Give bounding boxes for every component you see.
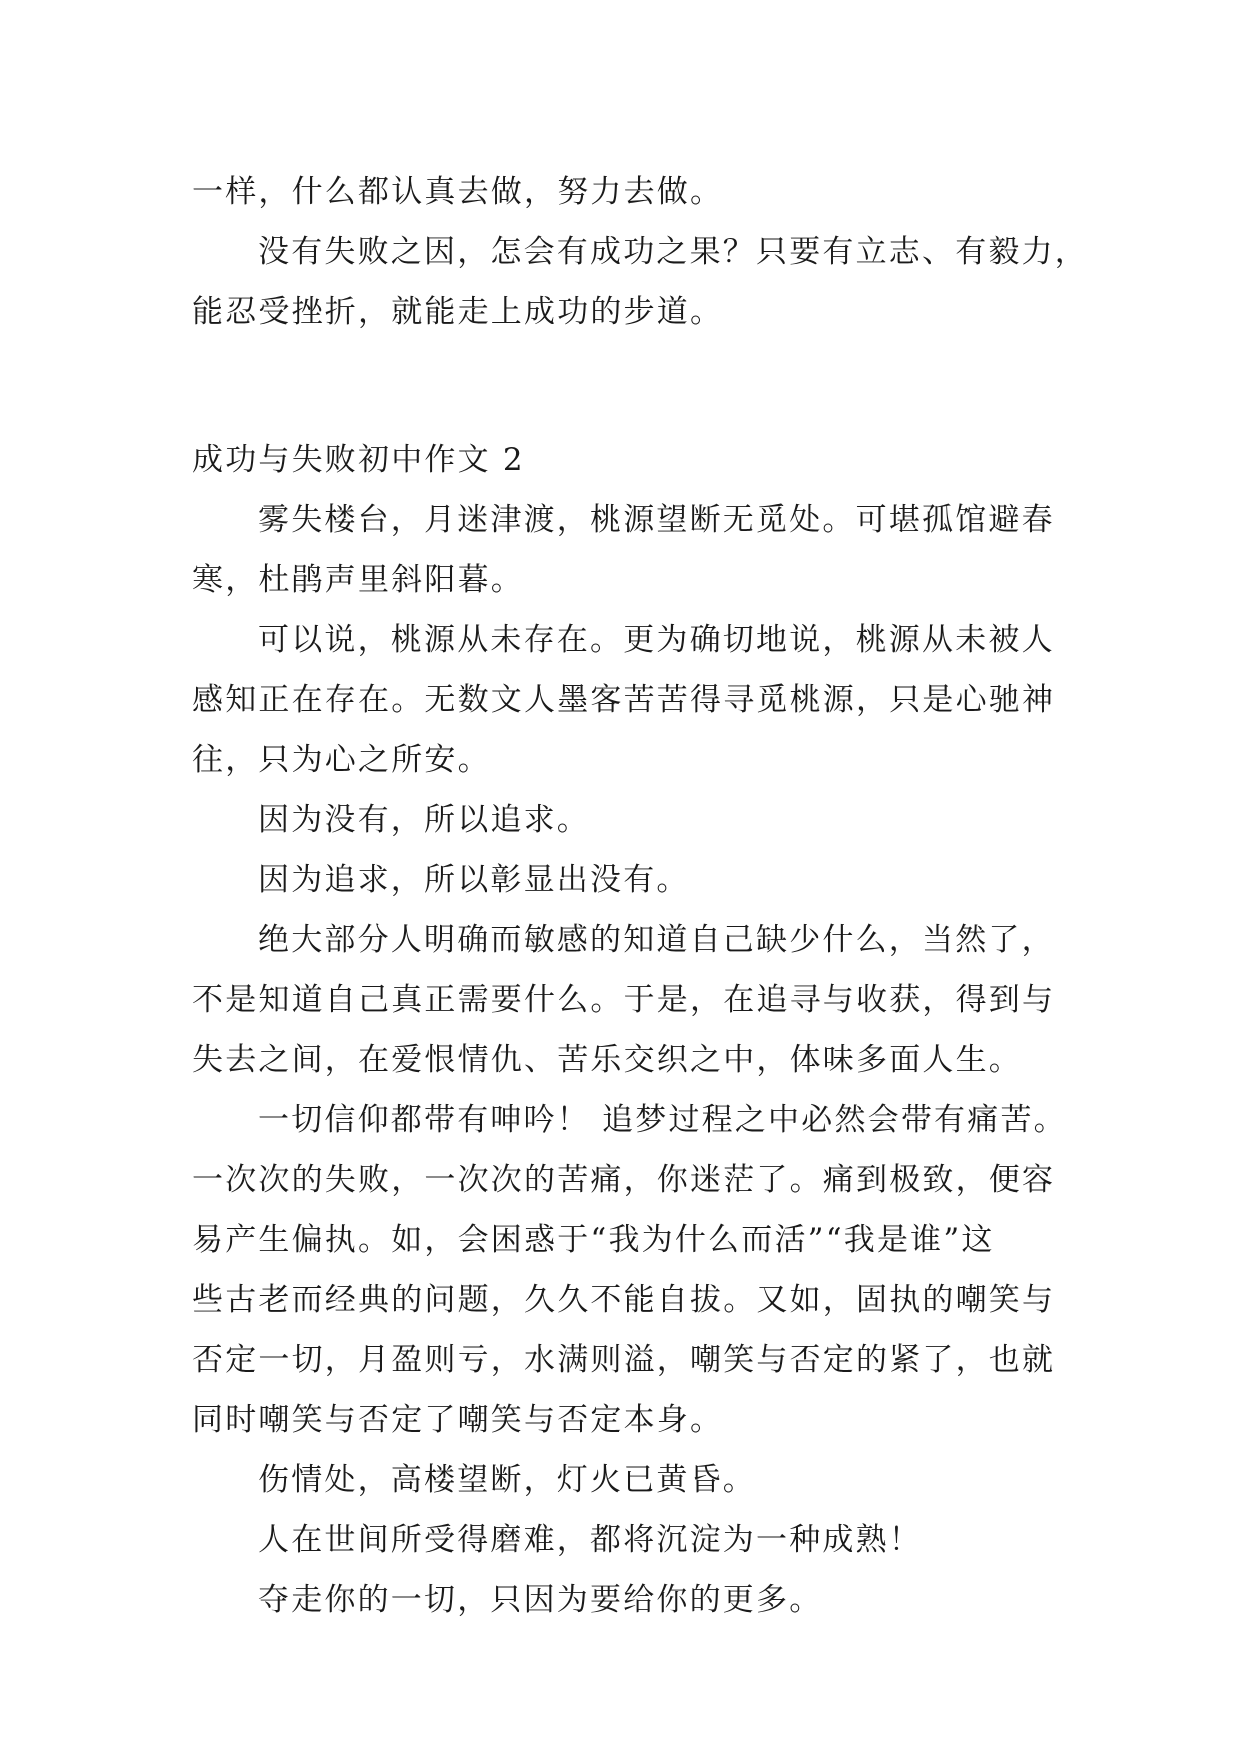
paragraph-line: 没有失败之因，怎会有成功之果？只要有立志、有毅力，: [258, 234, 1088, 270]
paragraph: [192, 850, 1060, 910]
paragraph-line: 易产生偏执。如，会困惑于“我为什么而活”“我是谁”这: [192, 1222, 995, 1258]
paragraph: [192, 610, 1060, 790]
paragraph-line: 寒，杜鹃声里斜阳暮。: [192, 562, 524, 598]
paragraph-line: 不是知道自己真正需要什么。于是，在追寻与收获，得到与: [192, 982, 1056, 1018]
paragraph-line: 感知正在存在。无数文人墨客苦苦得寻觅桃源，只是心驰神: [192, 682, 1056, 718]
paragraph: [192, 1570, 1060, 1630]
section-spacer: [192, 342, 1060, 430]
paragraph-line: 夺走你的一切，只因为要给你的更多。: [258, 1582, 823, 1618]
paragraph: [192, 1450, 1060, 1510]
paragraph: [192, 1510, 1060, 1570]
section-title: 成功与失败初中作文 2: [192, 442, 525, 478]
paragraph-line: 伤情处，高楼望断，灯火已黄昏。: [258, 1462, 756, 1498]
paragraph-line: 失去之间，在爱恨情仇、苦乐交织之中，体味多面人生。: [192, 1042, 1022, 1078]
continuation-line: 一样，什么都认真去做，努力去做。: [192, 174, 724, 210]
paragraph-line: 些古老而经典的问题，久久不能自拔。又如，固执的嘲笑与: [192, 1282, 1056, 1318]
paragraph: [192, 490, 1060, 610]
paragraph-line: 往，只为心之所安。: [192, 742, 491, 778]
paragraph-line: 人在世间所受得磨难，都将沉淀为一种成熟！: [258, 1522, 922, 1558]
paragraph-line: 否定一切，月盈则亏，水满则溢，嘲笑与否定的紧了，也就: [192, 1342, 1056, 1378]
paragraph-line: 绝大部分人明确而敏感的知道自己缺少什么，当然了，: [258, 922, 1055, 958]
paragraph-1: [192, 222, 1088, 342]
paragraph: [192, 910, 1060, 1090]
paragraph-line: 同时嘲笑与否定了嘲笑与否定本身。: [192, 1402, 724, 1438]
paragraph-line: 可以说，桃源从未存在。更为确切地说，桃源从未被人: [258, 622, 1055, 658]
paragraph: [192, 790, 1060, 850]
paragraph-line: 因为没有，所以追求。: [258, 802, 590, 838]
paragraph-line: 雾失楼台，月迷津渡，桃源望断无觅处。可堪孤馆避春: [258, 502, 1055, 538]
document-body: [192, 162, 1088, 1630]
paragraph: [192, 1090, 1067, 1450]
paragraph-line: 一次次的失败，一次次的苦痛，你迷茫了。痛到极致，便容: [192, 1162, 1056, 1198]
paragraph-line: 因为追求，所以彰显出没有。: [258, 862, 690, 898]
paragraph-line: 能忍受挫折，就能走上成功的步道。: [192, 294, 724, 330]
paragraph-line: 一切信仰都带有呻吟！ 追梦过程之中必然会带有痛苦。: [258, 1102, 1067, 1138]
